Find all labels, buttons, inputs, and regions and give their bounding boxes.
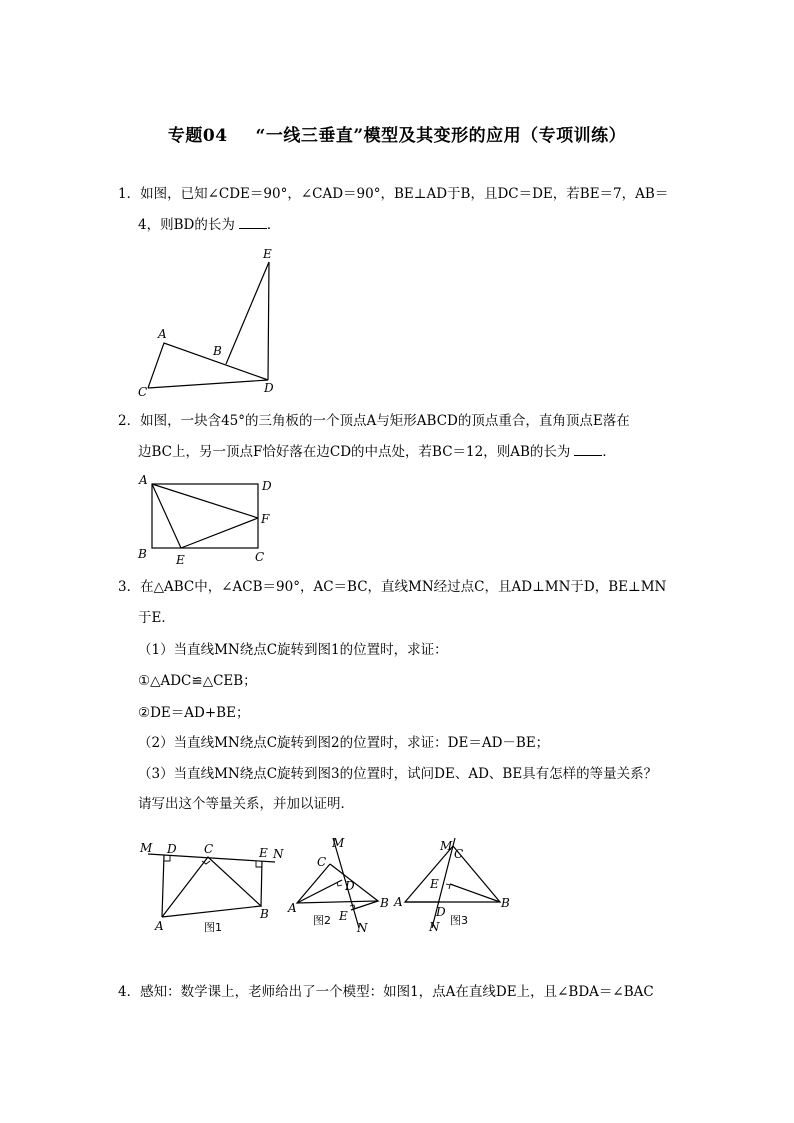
label-B: B (138, 547, 147, 561)
problem-3-line-8: 请写出这个等量关系，并加以证明． (138, 796, 354, 812)
label-C: C (454, 847, 464, 861)
problem-1-line-1: 1．如图，已知∠CDE＝90°，∠CAD＝90°，BE⊥AD于B，且DC＝DE，若BE＝7，AB＝ (118, 186, 669, 202)
figure-3-3 (390, 832, 520, 938)
label-B: B (260, 907, 269, 921)
problem-3-line-3: （1）当直线MN绕点C旋转到图1的位置时，求证： (138, 642, 448, 658)
label-C: C (204, 842, 214, 856)
problem-3-line-6: （2）当直线MN绕点C旋转到图2的位置时，求证：DE＝AD－BE； (138, 735, 550, 751)
caption-fig2: 图2 (313, 914, 331, 927)
figure-2 (134, 472, 284, 570)
answer-blank (239, 216, 267, 229)
problem-4-number: 4． (118, 984, 141, 1000)
label-M: M (140, 841, 153, 855)
label-B: B (213, 344, 222, 358)
problem-3-line-2: 于E． (138, 610, 175, 626)
label-B: B (380, 896, 389, 910)
label-N: N (273, 847, 284, 861)
label-M: M (440, 839, 453, 853)
label-C: C (317, 855, 327, 869)
label-D: D (262, 479, 272, 493)
figure-3-1 (140, 836, 290, 936)
problem-3-line-1: 3．在△ABC中，∠ACB＝90°，AC＝BC，直线MN经过点C，且AD⊥MN于D，BE⊥MN (118, 579, 667, 595)
problem-1-number: 1． (118, 186, 141, 202)
label-A: A (139, 473, 148, 487)
problem-4-line-1: 4．感知：数学课上，老师给出了一个模型：如图1，点A在直线DE上，且∠BDA＝∠BAC (118, 984, 654, 1000)
label-D: D (167, 842, 177, 856)
problem-3-line-4: ①△ADC≌△CEB； (138, 673, 257, 689)
label-A: A (288, 901, 297, 915)
title-main: “一线三垂直”模型及其变形的应用（专项训练） (255, 126, 627, 146)
caption-fig3: 图3 (450, 914, 468, 927)
caption-fig1: 图1 (204, 921, 222, 934)
label-N: N (429, 920, 440, 934)
figure-1 (130, 244, 290, 399)
problem-2-line-2: 边BC上，另一顶点F恰好落在边CD的中点处，若BC＝12，则AB的长为 ． (138, 444, 616, 460)
title-prefix: 专题04 (167, 126, 228, 146)
answer-blank (574, 443, 602, 456)
label-E: E (339, 909, 348, 923)
label-E: E (263, 247, 272, 261)
label-E: E (176, 553, 185, 567)
label-F: F (261, 512, 270, 526)
label-D: D (345, 879, 355, 893)
label-B: B (501, 896, 510, 910)
label-A: A (394, 895, 403, 909)
problem-2-line-1: 2．如图，一块含45°的三角板的一个顶点A与矩形ABCD的顶点重合，直角顶点E落在 (118, 413, 630, 429)
problem-3-line-7: （3）当直线MN绕点C旋转到图3的位置时，试问DE、AD、BE具有怎样的等量关系？ (138, 766, 658, 782)
problem-3-number: 3． (118, 579, 141, 595)
page-title (0, 121, 794, 146)
problem-1-line-2: 4，则BD的长为 ． (138, 217, 281, 233)
label-D: D (436, 905, 446, 919)
label-A: A (155, 919, 164, 933)
label-C: C (138, 385, 148, 399)
label-E: E (259, 846, 268, 860)
label-N: N (357, 921, 368, 935)
label-A: A (158, 327, 167, 341)
label-E: E (430, 877, 439, 891)
figure-3-2 (285, 832, 400, 938)
label-M: M (332, 836, 345, 850)
label-D: D (264, 381, 274, 395)
problem-2-number: 2． (118, 413, 141, 429)
label-C: C (255, 550, 265, 564)
problem-3-line-5: ②DE＝AD+BE； (138, 705, 250, 721)
